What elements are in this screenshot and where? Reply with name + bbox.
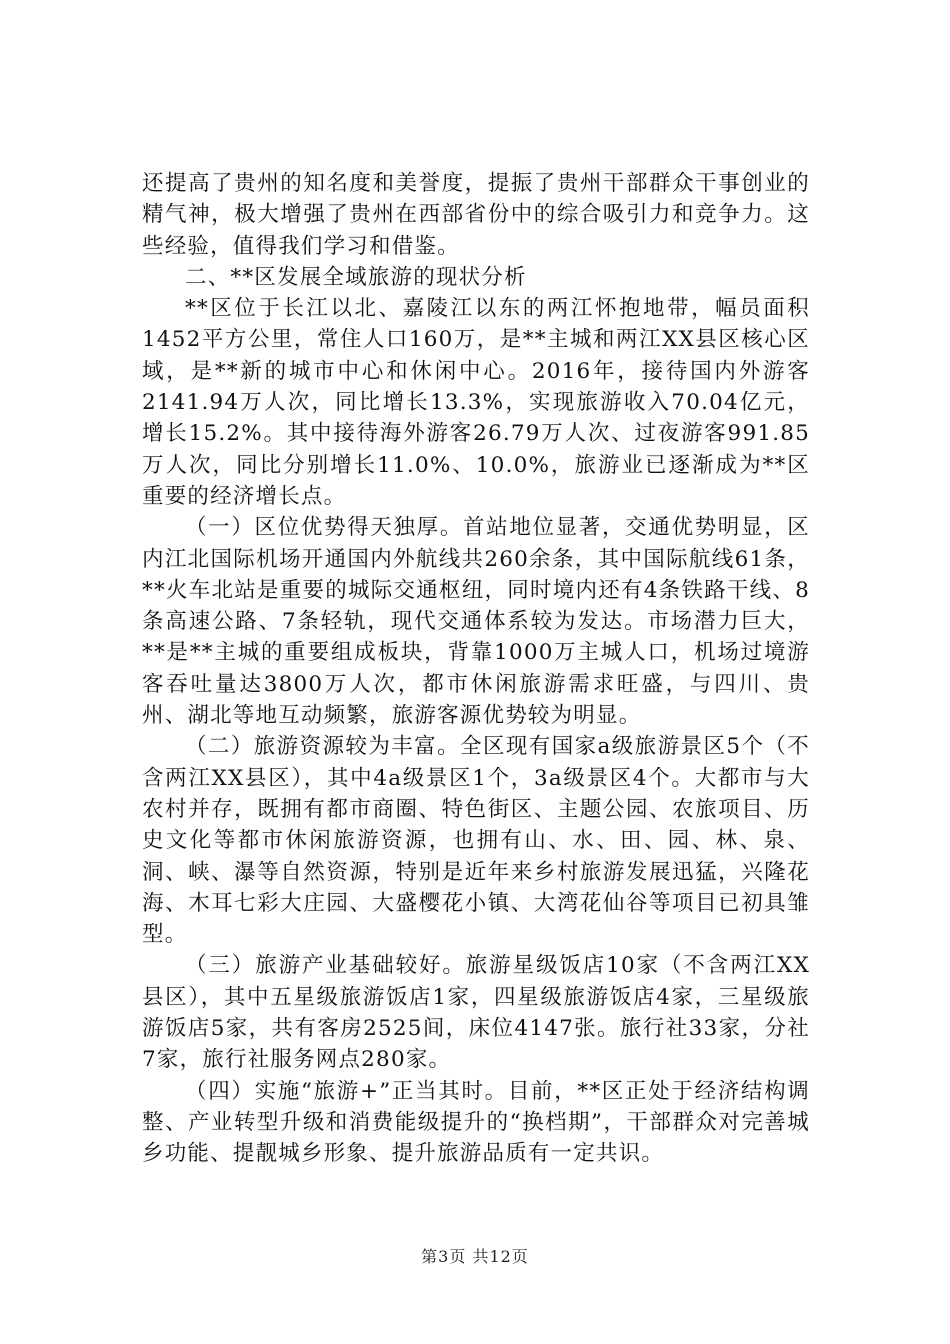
page-number-footer: 第3页 共12页 <box>421 1247 529 1266</box>
tourism-resources-paragraph: （二）旅游资源较为丰富。全区现有国家a级旅游景区5个（不含两江XX县区），其中4a级景区1个，3a级景区4个。大都市与大农村并存，既拥有都市商圈、特色街区、主题公园、农旅项目、历史文化等都市休闲旅游资源，也拥有山、水、田、园、林、泉、洞、峡、瀑等自然资源，特别是近年来乡村旅游发展迅猛，兴隆花海、木耳七彩大庄园、大盛樱花小镇、大湾花仙谷等项目已初具雏型。 <box>142 734 810 948</box>
overview-paragraph: **区位于长江以北、嘉陵江以东的两江怀抱地带，幅员面积1452平方公里，常住人口160万，是**主城和两江XX县区核心区域，是**新的城市中心和休闲中心。2016年，接待国内外游客2141.94万人次，同比增长13.3%，实现旅游收入70.04亿元，增长15.2%。其中接待海外游客26.79万人次、过夜游客991.85万人次，同比分别增长11.0%、10.0%，旅游业已逐渐成为**区重要的经济增长点。 <box>142 296 810 509</box>
industry-foundation-paragraph: （三）旅游产业基础较好。旅游星级饭店10家（不含两江XX县区），其中五星级旅游饭店1家，四星级旅游饭店4家，三星级旅游饭店5家，共有客房2525间，床位4147张。旅行社33家，分社7家，旅行社服务网点280家。 <box>142 953 810 1073</box>
continuation-paragraph: 还提高了贵州的知名度和美誉度，提振了贵州干部群众干事创业的精气神，极大增强了贵州在西部省份中的综合吸引力和竞争力。这些经验，值得我们学习和借鉴。 <box>142 171 810 259</box>
location-advantage-paragraph: （一）区位优势得天独厚。首站地位显著，交通优势明显，区内江北国际机场开通国内外航线共260余条，其中国际航线61条，**火车北站是重要的城际交通枢纽，同时境内还有4条铁路干线、8条高速公路、7条轻轨，现代交通体系较为发达。市场潜力巨大，**是**主城的重要组成板块，背靠1000万主城人口，机场过境游客吞吐量达3800万人次，都市休闲旅游需求旺盛，与四川、贵州、湖北等地互动频繁，旅游客源优势较为明显。 <box>142 515 810 729</box>
tourism-plus-paragraph: （四）实施“旅游+”正当其时。目前，**区正处于经济结构调整、产业转型升级和消费能级提升的“换档期”，干部群众对完善城乡功能、提靓城乡形象、提升旅游品质有一定共识。 <box>142 1078 810 1167</box>
section-heading: 二、**区发展全域旅游的现状分析 <box>185 264 527 290</box>
document-body <box>142 168 810 1170</box>
